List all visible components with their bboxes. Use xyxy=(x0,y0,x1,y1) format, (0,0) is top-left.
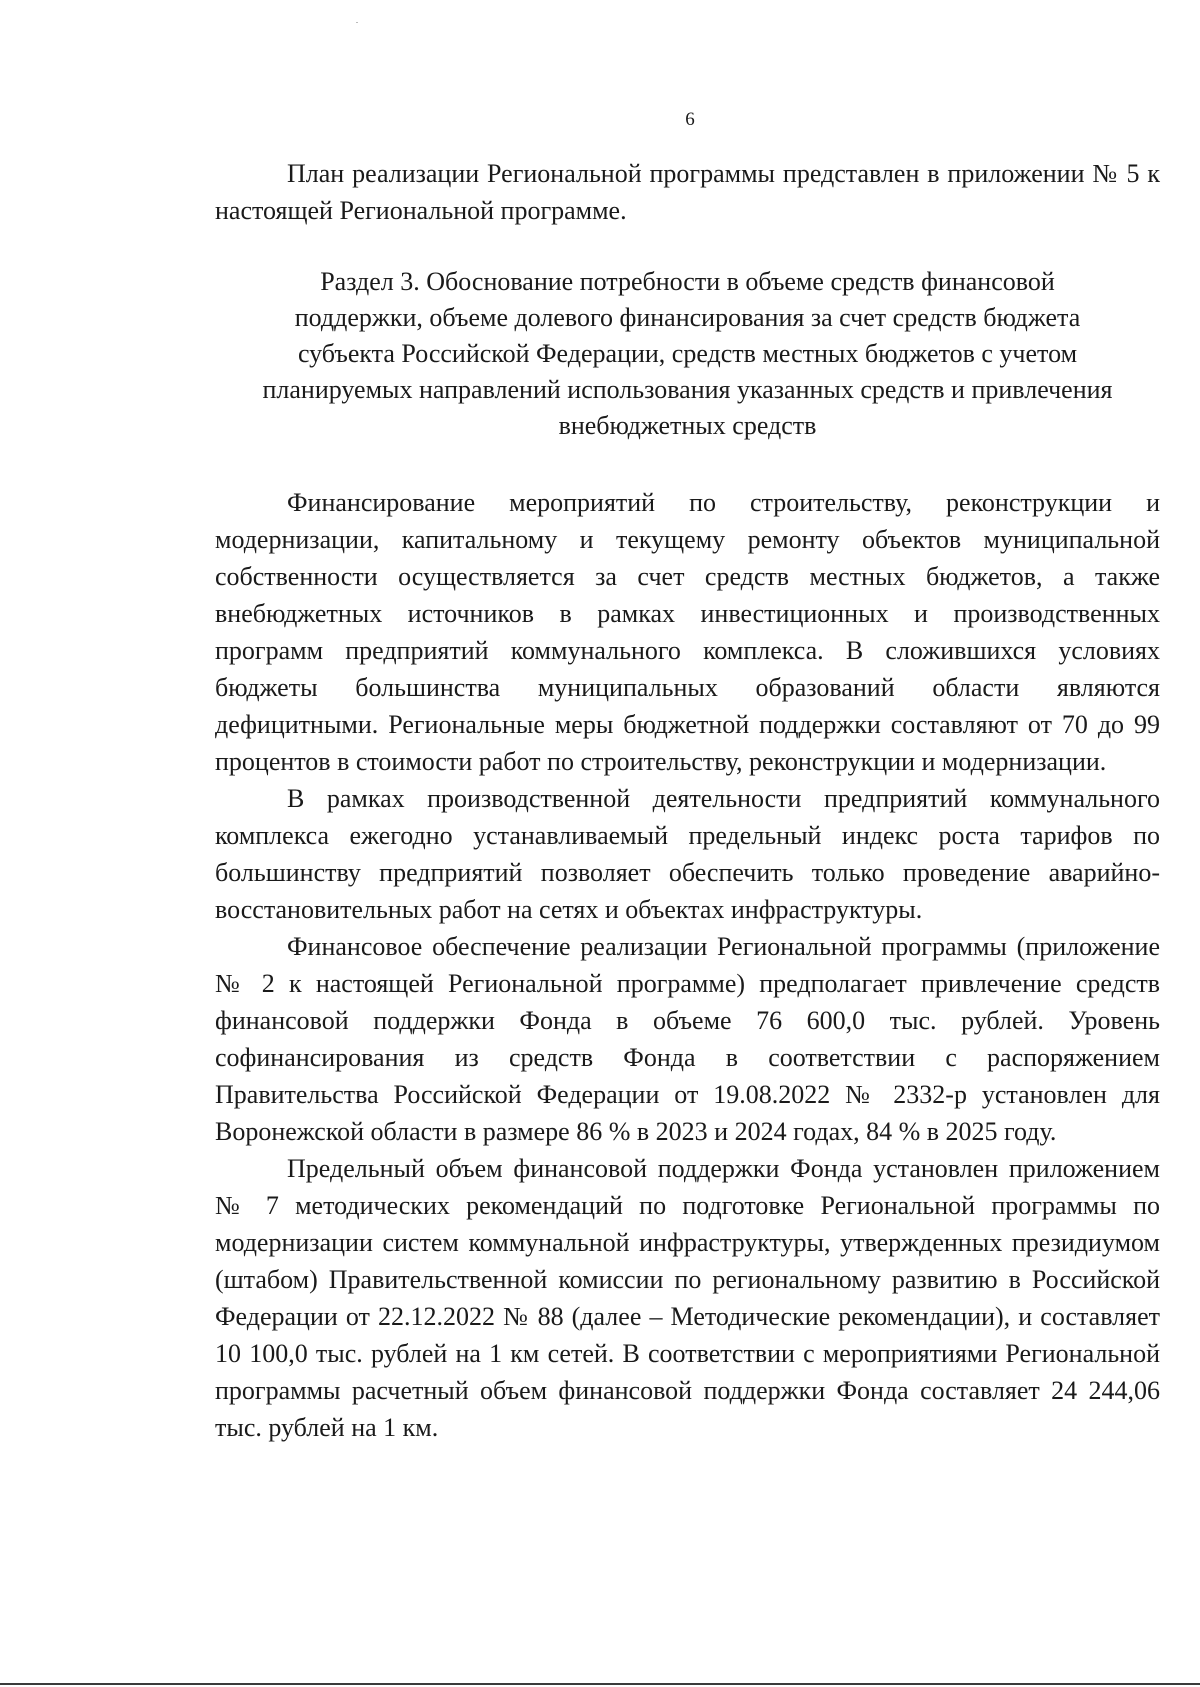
section-heading-line: Раздел 3. Обоснование потребности в объеме средств финансовой xyxy=(320,267,1055,296)
page-bottom-rule xyxy=(0,1683,1200,1685)
body-paragraph: Финансовое обеспечение реализации Региональной программы (приложение № 2 к настоящей Региональной программе) предполагает привлечение средств финансовой поддержки Фонда в объеме 76 600,0 тыс. рублей. Уровень софинансирования из средств Фонда в соответствии с распоряжением Правительства Российской Федерации от 19.08.2022 № 2332-р установлен для Воронежской области в размере 86 % в 2023 и 2024 годах, 84 % в 2025 году. xyxy=(215,932,1160,1146)
text-column xyxy=(215,155,1160,1446)
section-heading-line: субъекта Российской Федерации, средств местных бюджетов с учетом xyxy=(297,339,1078,368)
body-paragraph: Предельный объем финансовой поддержки Фонда установлен приложением № 7 методических рекомендаций по подготовке Региональной программы по модернизации систем коммунальной инфраструктуры, утвержденных президиумом (штабом) Правительственной комиссии по региональному развитию в Российской Федерации от 22.12.2022 № 88 (далее – Методические рекомендации), и составляет 10 100,0 тыс. рублей на 1 км сетей. В соответствии с мероприятиями Региональной программы расчетный объем финансовой поддержки Фонда составляет 24 244,06 тыс. рублей на 1 км. xyxy=(215,1154,1160,1442)
intro-paragraph: План реализации Региональной программы представлен в приложении № 5 к настоящей Региональной программе. xyxy=(215,159,1160,225)
scan-mark xyxy=(356,22,358,23)
spacer xyxy=(215,444,1160,484)
section-heading-line: планируемых направлений использования указанных средств и привлечения xyxy=(262,375,1113,404)
spacer xyxy=(215,229,1160,264)
body-paragraph: В рамках производственной деятельности предприятий коммунального комплекса ежегодно устанавливаемый предельный индекс роста тарифов по большинству предприятий позволяет обеспечить только проведение аварийно-восстановительных работ на сетях и объектах инфраструктуры. xyxy=(215,784,1160,924)
page-number: 6 xyxy=(685,109,695,130)
section-heading-line: внебюджетных средств xyxy=(558,411,817,440)
body-paragraph: Финансирование мероприятий по строительству, реконструкции и модернизации, капитальному и текущему ремонту объектов муниципальной собственности осуществляется за счет средств местных бюджетов, а также внебюджетных источников в рамках инвестиционных и производственных программ предприятий коммунального комплекса. В сложившихся условиях бюджеты большинства муниципальных образований области являются дефицитными. Региональные меры бюджетной поддержки составляют от 70 до 99 процентов в стоимости работ по строительству, реконструкции и модернизации. xyxy=(215,488,1160,776)
section-heading xyxy=(215,264,1160,444)
section-heading-line: поддержки, объеме долевого финансирования за счет средств бюджета xyxy=(294,303,1081,332)
